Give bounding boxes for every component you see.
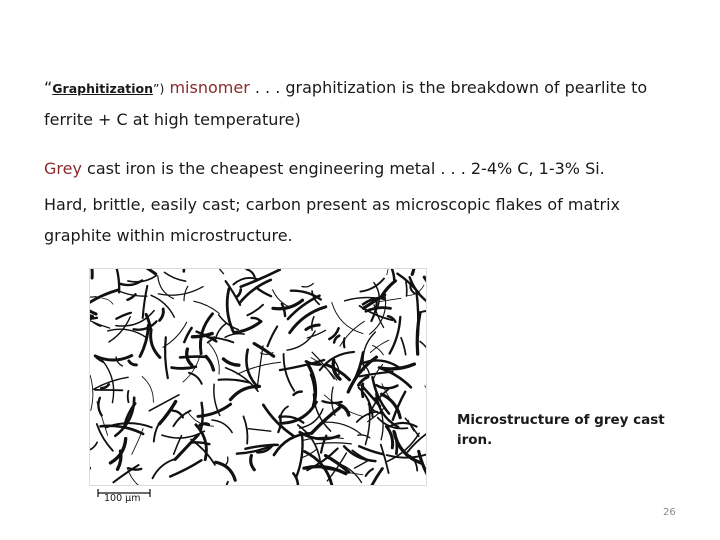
graphite-flake <box>165 272 186 281</box>
figure-caption: Microstructure of grey cast iron. <box>457 412 665 448</box>
graphite-flake <box>257 346 263 390</box>
graphite-flake <box>325 422 361 434</box>
graphite-flake <box>332 302 363 333</box>
graphite-flake <box>247 269 255 277</box>
graphite-flake <box>194 301 220 313</box>
graphite-flake <box>223 359 239 365</box>
paragraph-graphitization <box>44 72 684 135</box>
graphitization-term: Graphitization <box>52 81 154 96</box>
graphite-flake <box>344 446 375 461</box>
graphite-flake <box>128 391 129 402</box>
microstructure-image <box>89 268 427 486</box>
graphite-flake <box>118 451 121 469</box>
graphite-flake <box>121 269 155 274</box>
graphite-flake <box>240 280 271 303</box>
graphite-flake <box>154 425 158 441</box>
graphite-flake <box>102 298 113 304</box>
graphite-flake <box>366 469 373 476</box>
graphite-flake <box>191 442 209 444</box>
graphitization-text-line2: ferrite + C at high temperature) <box>44 110 301 129</box>
page-number: 26 <box>663 507 676 518</box>
graphite-flake <box>359 446 383 454</box>
graphite-flake <box>417 313 420 354</box>
graphite-flake <box>294 392 302 395</box>
graphite-flake <box>184 328 191 342</box>
graphite-flake <box>420 341 426 364</box>
graphite-flake <box>412 269 415 274</box>
graphite-flakes <box>90 269 426 485</box>
graphite-flake <box>236 289 240 297</box>
graphite-flake <box>173 411 183 418</box>
graphite-flake <box>248 429 270 432</box>
graphite-flake <box>158 287 203 296</box>
graphite-flake <box>209 269 224 274</box>
graphite-flake <box>284 354 295 391</box>
paragraph-grey-cast-iron <box>44 153 684 184</box>
misnomer-word: misnomer <box>169 78 250 97</box>
graphite-flake <box>225 457 228 465</box>
graphite-flake <box>90 375 93 410</box>
graphite-flake <box>397 274 419 294</box>
graphite-flake <box>307 330 325 338</box>
graphite-flake <box>225 334 244 338</box>
graphite-flake <box>129 361 136 365</box>
paragraph-properties: Hard, brittle, easily cast; carbon present as microscopic flakes of matrix graphite within microstructure. <box>44 195 621 245</box>
graphite-flake <box>287 331 315 350</box>
graphite-flake <box>244 416 248 443</box>
graphite-flake <box>90 290 118 310</box>
graphite-flake <box>90 286 96 297</box>
graphite-flake <box>273 300 303 309</box>
graphite-flake <box>184 269 197 272</box>
graphite-flake <box>425 386 426 405</box>
graphitization-text-line1: . . . graphitization is the breakdown of pearlite to <box>249 78 648 97</box>
graphite-flake <box>316 443 352 444</box>
graphite-flake <box>97 424 113 451</box>
graphite-flake <box>376 385 397 388</box>
graphite-flake <box>142 377 153 403</box>
graphite-flake <box>339 405 349 415</box>
graphite-flake <box>226 482 228 485</box>
graphite-flake <box>247 305 263 316</box>
graphite-flake <box>252 318 261 321</box>
graphite-flake <box>256 288 271 297</box>
graphite-flake <box>360 279 384 292</box>
graphite-flake <box>172 367 196 369</box>
graphite-flake <box>151 330 160 358</box>
graphite-flake <box>91 442 98 449</box>
graphite-flake <box>170 460 201 476</box>
graphite-flake <box>408 425 426 452</box>
graphite-flake <box>163 322 187 347</box>
graphite-flake <box>200 424 209 426</box>
graphite-flake <box>212 420 232 433</box>
graphite-flake <box>94 377 128 389</box>
graphite-flake <box>296 433 302 477</box>
graphite-flake <box>118 291 147 297</box>
graphite-flake <box>251 456 255 470</box>
close-quote-paren: ”) <box>153 81 165 96</box>
graphite-flake <box>268 327 278 347</box>
graphite-flake <box>282 402 316 423</box>
graphite-flake <box>116 313 130 319</box>
grey-cast-iron-text: cast iron is the cheapest engineering metal . . . 2-4% C, 1-3% Si. <box>81 159 605 178</box>
grey-word: Grey <box>44 159 82 178</box>
graphite-flake <box>406 282 407 296</box>
open-quote: “ <box>44 78 53 97</box>
graphite-flake <box>344 338 345 347</box>
graphite-flake <box>366 308 391 312</box>
graphite-flake <box>165 337 168 378</box>
graphite-flake <box>312 317 314 330</box>
graphite-flake <box>424 277 426 289</box>
graphite-flake <box>90 269 92 278</box>
graphite-flake <box>219 379 250 382</box>
graphite-flake <box>206 356 214 370</box>
graphite-flake <box>160 309 164 320</box>
graphite-flake <box>125 404 136 426</box>
graphite-flake <box>234 322 261 333</box>
graphite-flake <box>180 357 207 358</box>
graphite-flake <box>387 269 389 275</box>
graphite-flake <box>302 283 313 287</box>
graphite-flake <box>334 336 339 343</box>
graphite-flake <box>401 338 406 355</box>
graphite-flake <box>360 372 393 377</box>
scale-label: 100 μm <box>104 493 141 504</box>
graphite-flake <box>379 368 411 388</box>
graphite-flake <box>95 356 132 361</box>
graphite-flake <box>98 398 101 416</box>
graphite-flake <box>386 426 392 447</box>
